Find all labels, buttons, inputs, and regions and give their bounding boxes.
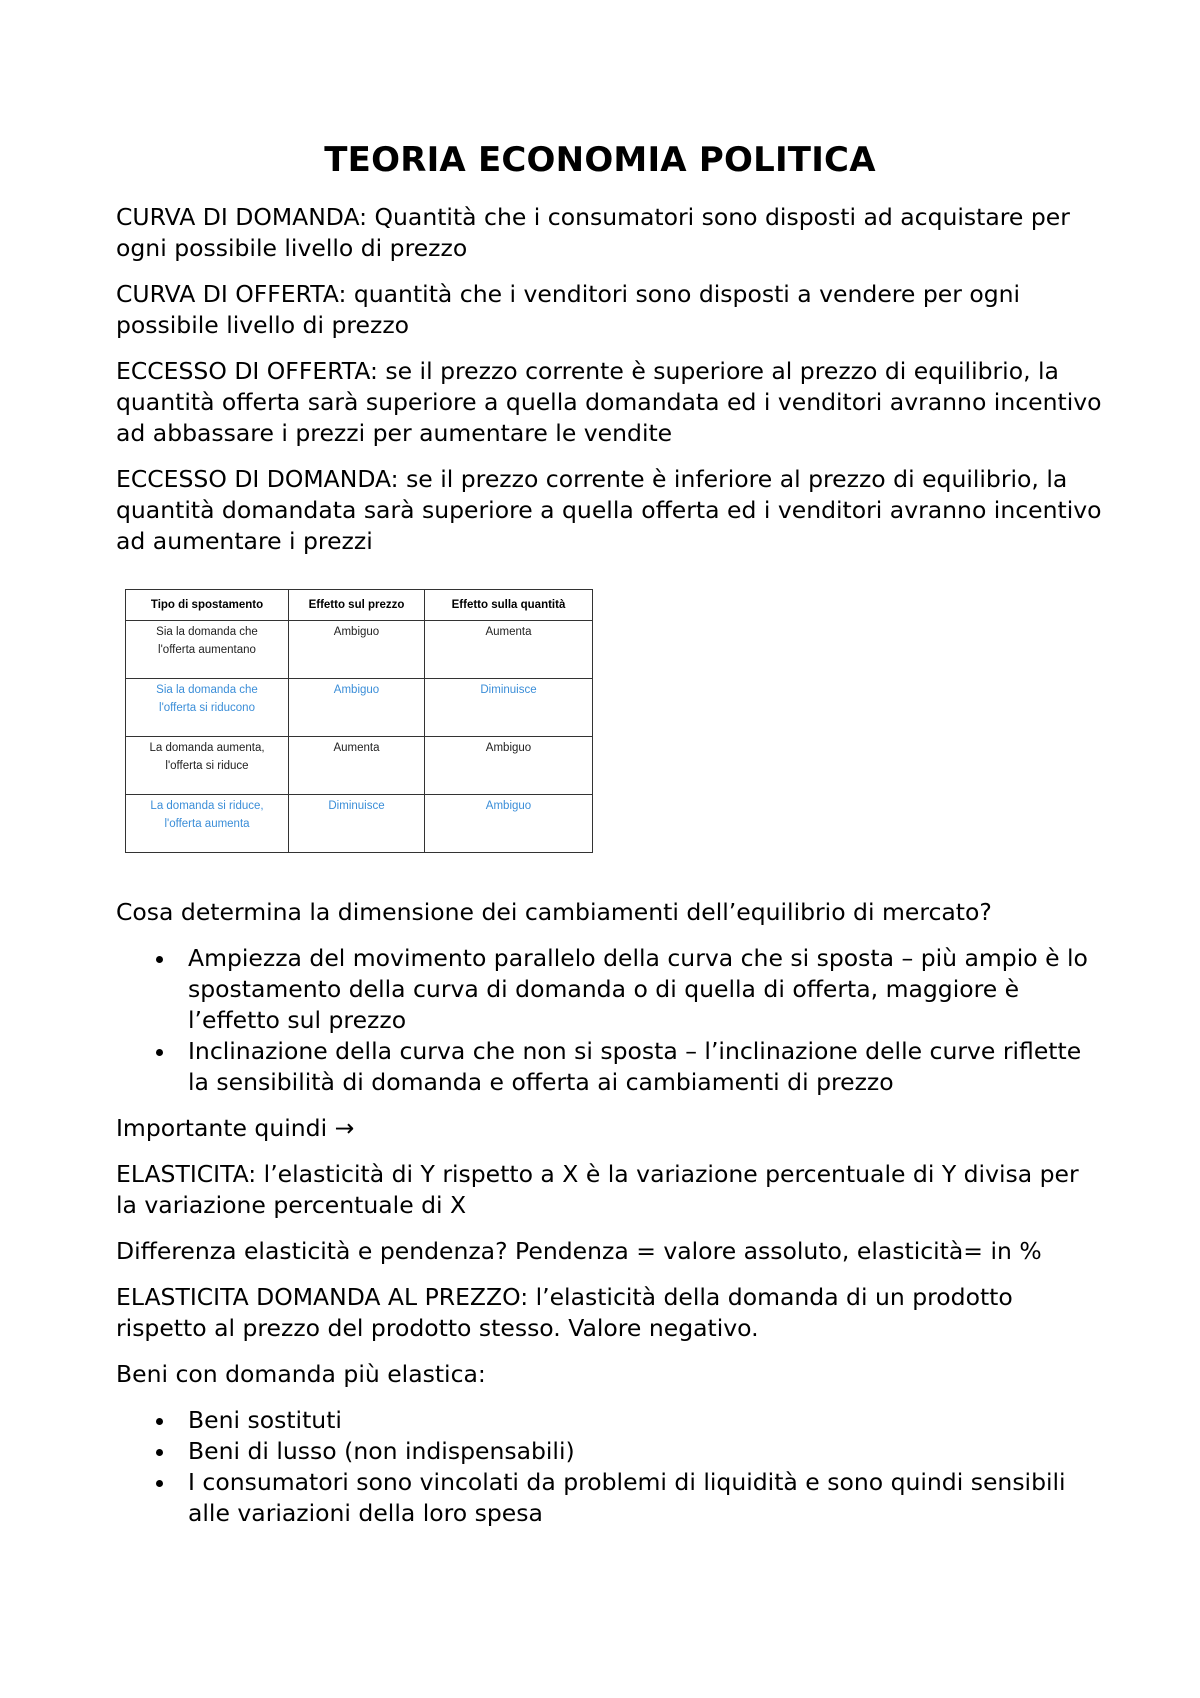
paragraph-beni-intro: Beni con domanda più elastica: <box>116 1360 486 1388</box>
shift-effects-table <box>125 589 593 853</box>
paragraph-elasticita: ELASTICITA: l’elasticità di Y rispetto a X è la variazione percentuale di Y divisa per la variazione percentuale di X <box>116 1160 1079 1219</box>
cell-tipo: La domanda aumenta, l'offerta si riduce <box>126 737 289 795</box>
paragraph-curva-offerta: CURVA DI OFFERTA: quantità che i venditori sono disposti a vendere per ogni possibile livello di prezzo <box>116 280 1021 339</box>
cell-quantita: Aumenta <box>425 621 593 679</box>
table-row <box>126 621 593 679</box>
cell-tipo: Sia la domanda che l'offerta aumentano <box>126 621 289 679</box>
paragraph-eccesso-domanda: ECCESSO DI DOMANDA: se il prezzo corrente è inferiore al prezzo di equilibrio, la quantità domandata sarà superiore a quella offerta ed i venditori avranno incentivo ad aumentare i prezzi <box>116 465 1102 555</box>
paragraph-eccesso-offerta: ECCESSO DI OFFERTA: se il prezzo corrente è superiore al prezzo di equilibrio, la quantità offerta sarà superiore a quella domandata ed i venditori avranno incentivo ad abbassare i prezzi per aumentare le vendite <box>116 357 1102 447</box>
cell-tipo: Sia la domanda che l'offerta si riducono <box>126 679 289 737</box>
cell-quantita: Diminuisce <box>425 679 593 737</box>
page-title: TEORIA ECONOMIA POLITICA <box>324 140 876 180</box>
cell-prezzo: Ambiguo <box>289 621 425 679</box>
shift-effects-table-image <box>125 589 1102 853</box>
cell-quantita: Ambiguo <box>425 737 593 795</box>
question-text: Cosa determina la dimensione dei cambiamenti dell’equilibrio di mercato? <box>116 898 992 926</box>
list-item: Beni sostituti <box>188 1405 1102 1436</box>
cell-prezzo: Diminuisce <box>289 795 425 853</box>
cell-quantita: Ambiguo <box>425 795 593 853</box>
paragraph-curva-domanda: CURVA DI DOMANDA: Quantità che i consumatori sono disposti ad acquistare per ogni possibile livello di prezzo <box>116 203 1070 262</box>
list-item: I consumatori sono vincolati da problemi di liquidità e sono quindi sensibili alle variazioni della loro spesa <box>188 1467 1102 1529</box>
question-bullet-list <box>116 943 1102 1098</box>
table-row <box>126 737 593 795</box>
header-prezzo: Effetto sul prezzo <box>289 590 425 621</box>
paragraph-importante: Importante quindi → <box>116 1114 355 1142</box>
table-header-row <box>126 590 593 621</box>
cell-prezzo: Ambiguo <box>289 679 425 737</box>
cell-prezzo: Aumenta <box>289 737 425 795</box>
paragraph-differenza: Differenza elasticità e pendenza? Pendenza = valore assoluto, elasticità= in % <box>116 1237 1042 1265</box>
table-row <box>126 679 593 737</box>
table-row <box>126 795 593 853</box>
list-item: Inclinazione della curva che non si sposta – l’inclinazione delle curve riflette la sensibilità di domanda e offerta ai cambiamenti di prezzo <box>188 1036 1102 1098</box>
cell-tipo: La domanda si riduce, l'offerta aumenta <box>126 795 289 853</box>
beni-bullet-list <box>116 1405 1102 1529</box>
header-quantita: Effetto sulla quantità <box>425 590 593 621</box>
paragraph-elasticita-domanda: ELASTICITA DOMANDA AL PREZZO: l’elasticità della domanda di un prodotto rispetto al prezzo del prodotto stesso. Valore negativo. <box>116 1283 1013 1342</box>
list-item: Beni di lusso (non indispensabili) <box>188 1436 1102 1467</box>
header-tipo: Tipo di spostamento <box>126 590 289 621</box>
document-body <box>116 202 1102 1544</box>
list-item: Ampiezza del movimento parallelo della curva che si sposta – più ampio è lo spostamento della curva di domanda o di quella di offerta, maggiore è l’effetto sul prezzo <box>188 943 1102 1036</box>
